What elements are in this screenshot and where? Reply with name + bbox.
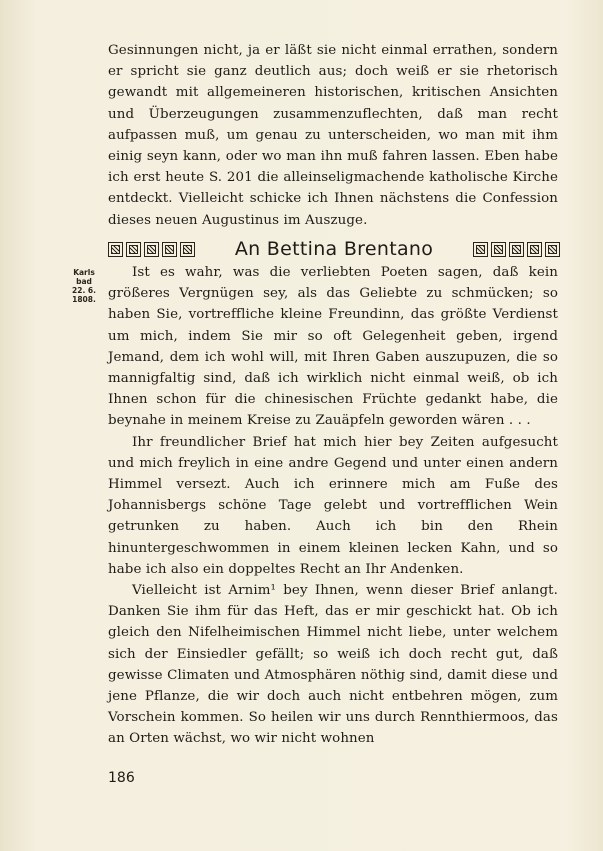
ornamental-square-icon (509, 242, 524, 257)
page-number: 186 (108, 770, 135, 786)
margin-place: Karls (73, 268, 95, 277)
letter-recipient-title: An Bettina Brentano (234, 238, 434, 260)
ornamental-square-icon (108, 242, 123, 257)
letter-paragraph: Ist es wahr, was die verliebten Poeten sagen, daß kein größeres Vergnügen sey, als das Geliebte zu schmücken; so haben Sie, vortreffliche kleine Freundinn, das größte Verdienst um mich, indem Sie mir so oft Gelegenheit geben, irgend Jemand, dem ich wohl will, mit Ihren Gaben auszupuzen, die so mannigfaltig sind, daß ich wirklich nicht einmal weiß, ob ich Ihnen schon für die chinesischen Früchte gedankt habe, die beynahe in meinem Kreise zu Zauäpfeln geworden wären . . . (108, 265, 558, 429)
ornamental-square-icon (545, 242, 560, 257)
continuation-paragraph-block (108, 40, 558, 231)
margin-year: 1808. (72, 295, 96, 304)
letter-paragraph: Ihr freundlicher Brief hat mich hier bey Zeiten aufgesucht und mich freylich in eine andre Gegend und unter einen andern Himmel versezt. Auch ich erinnere mich am Fuße des Johannisbergs schöne Tage gelebt und vortrefflichen Wein getrunken zu haben. Auch ich bin den Rhein hinuntergeschwommen in einem kleinen lecken Kahn, und so habe ich also ein doppeltes Recht an Ihr Andenken. (108, 434, 558, 577)
margin-date: 22. 6. (72, 286, 96, 295)
letter-heading (108, 236, 560, 262)
continuation-paragraph: Gesinnungen nicht, ja er läßt sie nicht einmal errathen, sondern er spricht sie ganz deutlich aus; doch weiß er sie rhetorisch gewandt mit allgemeineren historischen, kritischen Ansichten und Überzeugungen zusammenzuflechten, daß man recht aufpassen muß, um genau zu unterscheiden, wo man mit ihm einig seyn kann, oder wo man ihn muß fahren lassen. Eben habe ich erst heute S. 201 die alleinseligmachende katholische Kirche entdeckt. Vielleicht schicke ich Ihnen nächstens die Confession dieses neuen Augustinus im Auszuge. (108, 43, 558, 228)
margin-date-note (66, 268, 102, 304)
margin-place-2: bad (76, 277, 92, 286)
letter-body (108, 262, 558, 750)
ornament-group-left (108, 242, 195, 257)
ornamental-square-icon (144, 242, 159, 257)
letter-paragraph: Vielleicht ist Arnim¹ bey Ihnen, wenn dieser Brief anlangt. Danken Sie ihm für das Heft, das er mir geschickt hat. Ob ich gleich den Nifelheimischen Himmel nicht liebe, unter welchem sich der Einsiedler gefällt; so weiß ich doch recht gut, daß gewisse Climaten und Atmosphären nöthig sind, damit diese und jene Pflanze, die wir doch auch nicht entbehren mögen, zum Vorschein kommen. So heilen wir uns durch Rennthiermoos, das an Orten wächst, wo wir nicht wohnen (108, 583, 558, 747)
ornamental-square-icon (473, 242, 488, 257)
ornamental-square-icon (527, 242, 542, 257)
ornamental-square-icon (180, 242, 195, 257)
ornamental-square-icon (491, 242, 506, 257)
ornament-group-right (473, 242, 560, 257)
ornamental-square-icon (126, 242, 141, 257)
ornamental-square-icon (162, 242, 177, 257)
